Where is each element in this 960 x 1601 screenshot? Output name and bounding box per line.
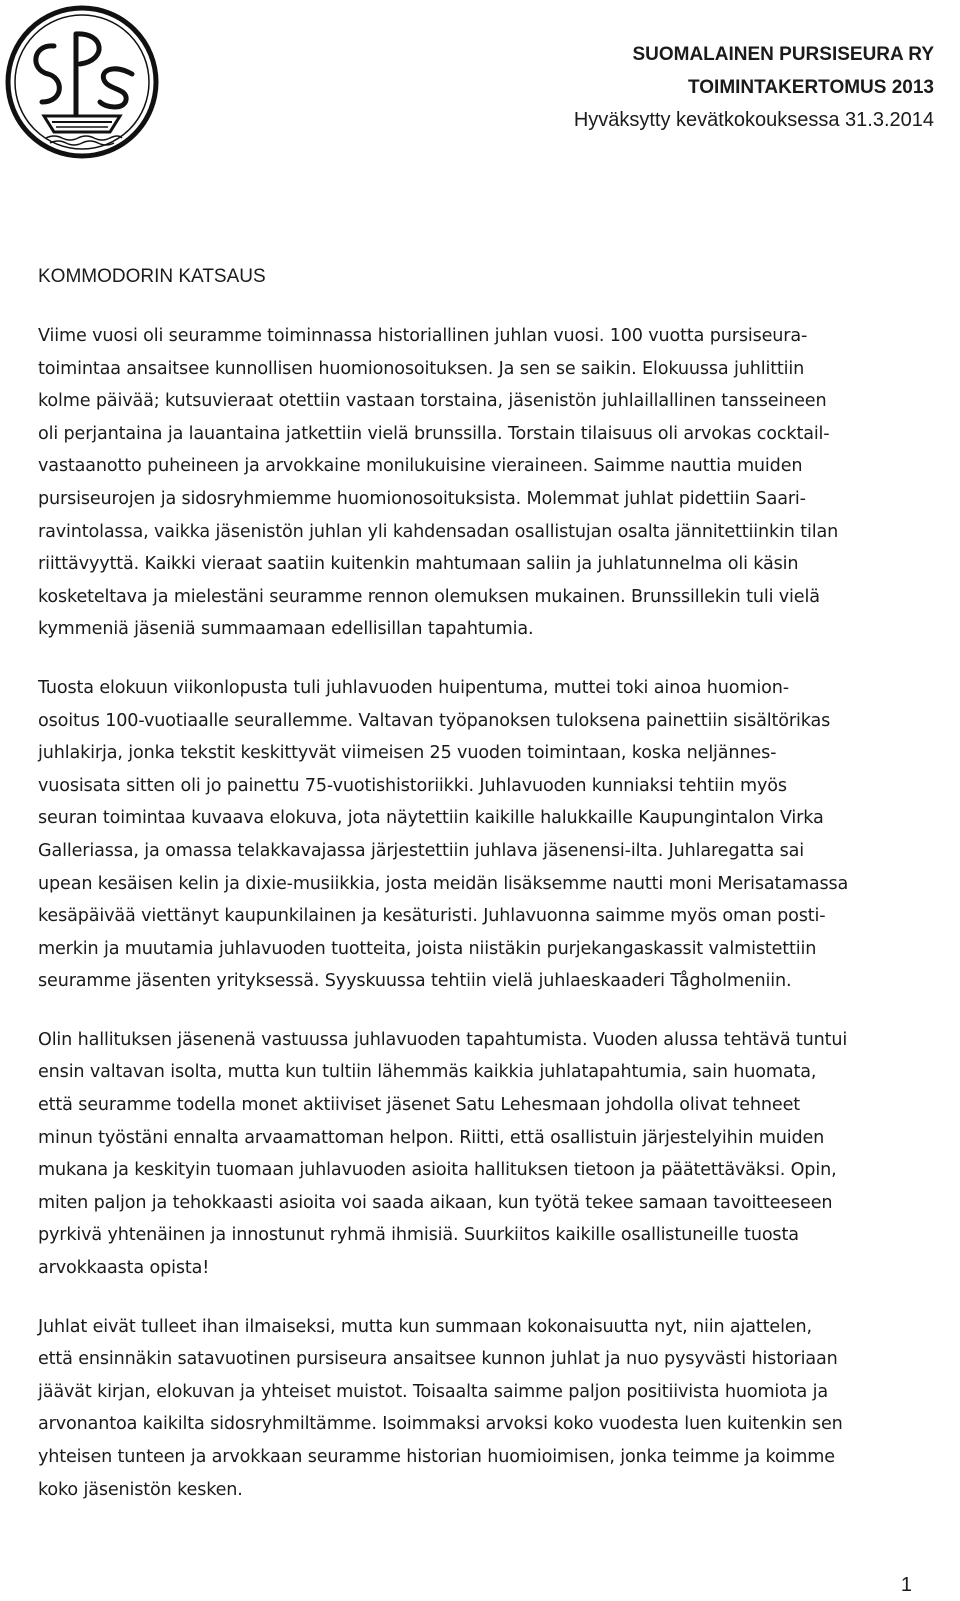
text-line: kymmeniä jäseniä summaamaan edellisillan tapahtumia.	[38, 619, 534, 640]
text-line: seuramme jäsenten yrityksessä. Syyskuussa tehtiin vielä juhlaeskaaderi Tågholmeniin.	[38, 971, 792, 992]
text-line: toimintaa ansaitsee kunnollisen huomionosoituksen. Ja sen se saikin. Elokuussa juhlittiin	[38, 358, 805, 379]
text-line: kesäpäivää viettänyt kaupunkilainen ja kesäturisti. Juhlavuonna saimme myös oman posti-	[38, 906, 826, 927]
approval-note: Hyväksytty kevätkokouksessa 31.3.2014	[573, 109, 934, 131]
text-line: seuran toimintaa kuvaava elokuva, jota näytettiin kaikille halukkaille Kaupungintalon Virka	[38, 808, 824, 829]
paragraph	[38, 1311, 920, 1507]
text-line: oli perjantaina ja lauantaina jatkettiin vielä brunssilla. Torstain tilaisuus oli arvokas cocktail-	[38, 423, 830, 444]
text-line: Tuosta elokuun viikonlopusta tuli juhlavuoden huipentuma, muttei toki ainoa huomion-	[38, 677, 789, 698]
text-line: minun työstäni ennalta arvaamattoman helpon. Riitti, että osallistuin järjestelyihin muiden	[38, 1127, 825, 1148]
org-name: SUOMALAINEN PURSISEURA RY	[632, 44, 934, 65]
text-line: mukana ja keskityin tuomaan juhlavuoden asioita hallituksen tietoon ja päätettäväksi. Opin,	[38, 1160, 837, 1181]
paragraph	[38, 672, 920, 998]
text-line: arvokkaasta opista!	[38, 1258, 210, 1279]
text-line: Galleriassa, ja omassa telakkavajassa järjestettiin juhlava jäsenensi-ilta. Juhlaregatta sai	[38, 840, 804, 861]
text-line: Viime vuosi oli seuramme toiminnassa historiallinen juhlan vuosi. 100 vuotta pursiseura-	[38, 326, 808, 346]
document-header	[574, 38, 934, 137]
text-line: yhteisen tunteen ja arvokkaan seuramme historian huomioimisen, jonka teimme ja koimme	[38, 1447, 835, 1467]
text-line: merkin ja muutamia juhlavuoden tuotteita, joista niistäkin purjekangaskassit valmistettiin	[38, 938, 817, 959]
text-line: koko jäsenistön kesken.	[38, 1479, 243, 1500]
text-line: juhlakirja, jonka tekstit keskittyvät viimeisen 25 vuoden toimintaan, koska neljännes-	[38, 743, 777, 764]
text-line: jäävät kirjan, elokuvan ja yhteiset muistot. Toisaalta saimme paljon positiivista huomiota ja	[38, 1381, 828, 1402]
text-line: kosketeltava ja mielestäni seuramme rennon olemuksen mukainen. Brunssillekin tuli vielä	[38, 586, 820, 607]
section-title: KOMMODORIN KATSAUS	[38, 266, 266, 287]
text-line: osoitus 100-vuotiaalle seurallemme. Valtavan työpanoksen tuloksena painettiin sisältörikas	[38, 710, 831, 731]
text-line: ravintolassa, vaikka jäsenistön juhlan yli kahdensadan osallistujan osalta jännitettiinkin tilan	[38, 521, 839, 542]
paragraph	[38, 1024, 920, 1285]
article-body	[38, 320, 920, 1532]
text-line: pursiseurojen ja sidosryhmiemme huomionosoituksista. Molemmat juhlat pidettiin Saari-	[38, 488, 806, 509]
page-number: 1	[900, 1574, 912, 1596]
text-line: Juhlat eivät tulleet ihan ilmaiseksi, mutta kun summaan kokonaisuutta nyt, niin ajattelen,	[38, 1316, 812, 1337]
text-line: vastaanotto puheineen ja arvokkaine monilukuisine vieraineen. Saimme nauttia muiden	[38, 456, 803, 477]
text-line: että seuramme todella monet aktiiviset jäsenet Satu Lehesmaan johdolla olivat tehneet	[38, 1095, 800, 1116]
text-line: ensin valtavan isolta, mutta kun tultiin lähemmäs kaikkia juhlatapahtumia, sain huomata,	[38, 1062, 817, 1083]
text-line: kolme päivää; kutsuvieraat otettiin vastaan torstaina, jäsenistön juhlaillallinen tansseineen	[38, 391, 827, 412]
doc-title: TOIMINTAKERTOMUS 2013	[688, 77, 934, 98]
paragraph	[38, 320, 920, 646]
text-line: Olin hallituksen jäsenenä vastuussa juhlavuoden tapahtumista. Vuoden alussa tehtävä tuntui	[38, 1029, 848, 1050]
text-line: miten paljon ja tehokkaasti asioita voi saada aikaan, kun työtä tekee samaan tavoitteeseen	[38, 1192, 833, 1213]
text-line: vuosisata sitten oli jo painettu 75-vuotishistoriikki. Juhlavuoden kunniaksi tehtiin myös	[38, 775, 787, 796]
text-line: pyrkivä yhtenäinen ja innostunut ryhmä ihmisiä. Suurkiitos kaikille osallistuneille tuosta	[38, 1225, 799, 1246]
text-line: arvonantoa kaikilta sidosryhmiltämme. Isoimmaksi arvoksi koko vuodesta luen kuitenkin sen	[38, 1414, 843, 1435]
text-line: riittävyyttä. Kaikki vieraat saatiin kuitenkin mahtumaan saliin ja juhlatunnelma oli käsin	[38, 554, 799, 575]
club-logo	[4, 4, 160, 160]
text-line: upean kesäisen kelin ja dixie-musiikkia, josta meidän lisäksemme nautti moni Merisatamassa	[38, 873, 849, 894]
text-line: että ensinnäkin satavuotinen pursiseura ansaitsee kunnon juhlat ja nuo pysyvästi historiaan	[38, 1349, 838, 1370]
